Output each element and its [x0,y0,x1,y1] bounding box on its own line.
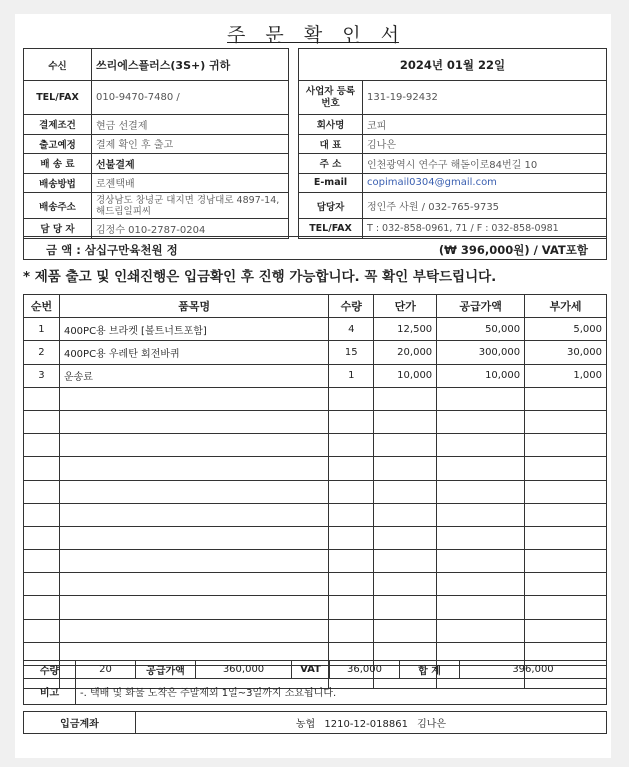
item-vat: 30,000 [525,341,607,364]
item-unit-price: 20,000 [374,341,437,364]
email-link[interactable]: copimail0304@gmail.com [363,173,607,193]
total-supply: 360,000 [196,661,292,679]
item-qty: 4 [329,318,374,341]
item-no: 2 [24,341,60,364]
supplier-tel-value: T : 032-858-0961, 71 / F : 032-858-0981 [363,219,607,239]
company-name-label: 회사명 [299,115,363,135]
table-row [24,318,607,341]
total-vat-label: VAT [292,661,330,679]
address-label: 주 소 [299,154,363,174]
address-value: 인천광역시 연수구 해돋이로84번길 10 [363,154,607,174]
ceo-value: 김나은 [363,134,607,154]
customer-info-table [23,48,289,239]
total-qty-label: 수량 [24,661,76,679]
item-supply: 300,000 [437,341,525,364]
item-qty: 15 [329,341,374,364]
shipping-address-value: 경상남도 창녕군 대지면 경남대로 4897-14, 해드림일피씨 [92,193,289,219]
col-unit-price: 단가 [374,295,437,318]
item-unit-price: 10,000 [374,364,437,387]
document-title: 주 문 확 인 서 [227,24,399,46]
ship-schedule-value: 결제 확인 후 출고 [92,134,289,154]
account-table [23,711,607,734]
item-vat: 5,000 [525,318,607,341]
item-name: 400PC용 브라켓 [볼트너트포함] [59,318,328,341]
order-confirmation-sheet [15,14,611,758]
item-supply: 10,000 [437,364,525,387]
supplier-tel-label: TEL/FAX [299,219,363,239]
email-label: E-mail [299,173,363,193]
total-vat: 36,000 [330,661,400,679]
item-vat: 1,000 [525,364,607,387]
shipping-address-label: 배송주소 [24,193,92,219]
col-item-name: 품목명 [59,295,328,318]
tel-fax-label: TEL/FAX [24,81,92,115]
item-name: 400PC용 우레탄 회전바퀴 [59,341,328,364]
company-name-value: 코피 [363,115,607,135]
remark-label: 비고 [24,679,76,705]
col-vat: 부가세 [525,295,607,318]
amount-box [23,236,607,260]
payment-terms-label: 결제조건 [24,115,92,135]
grand-total-label: 합 계 [400,661,460,679]
account-label: 입금계좌 [24,712,136,734]
order-date: 2024년 01월 22일 [299,49,607,81]
table-row-empty [24,619,607,642]
total-supply-label: 공급가액 [136,661,196,679]
amount-figure: (₩ 396,000원) / VAT포함 [438,243,588,257]
business-number-value: 131-19-92432 [363,81,607,115]
shipping-method-value: 로젠택배 [92,173,289,193]
shipping-fee-value: 선불결제 [92,154,289,174]
shipping-method-label: 배송방법 [24,173,92,193]
supplier-info-table [298,48,607,239]
account-text: 농협 1210-12-018861 김나은 [136,712,607,734]
item-no: 1 [24,318,60,341]
totals-table [23,660,607,705]
item-supply: 50,000 [437,318,525,341]
payment-terms-value: 현금 선결제 [92,115,289,135]
col-number: 순번 [24,295,60,318]
grand-total: 396,000 [460,661,607,679]
ship-schedule-label: 출고예정 [24,134,92,154]
table-row-empty [24,457,607,480]
table-row [24,364,607,387]
contact-person-label: 담 당 자 [24,219,92,239]
table-row-empty [24,480,607,503]
recipient-label: 수신 [24,49,92,81]
table-row-empty [24,434,607,457]
shipping-fee-label: 배 송 료 [24,154,92,174]
total-qty: 20 [76,661,136,679]
table-row-empty [24,596,607,619]
tel-fax-value: 010-9470-7480 / [92,81,289,115]
table-row-empty [24,503,607,526]
items-table [23,294,607,689]
table-row-empty [24,573,607,596]
table-row [24,341,607,364]
item-name: 운송료 [59,364,328,387]
item-no: 3 [24,364,60,387]
ceo-label: 대 표 [299,134,363,154]
table-row-empty [24,410,607,433]
manager-value: 정인주 사원 / 032-765-9735 [363,193,607,219]
col-quantity: 수량 [329,295,374,318]
table-row-empty [24,526,607,549]
item-qty: 1 [329,364,374,387]
contact-person-value: 김정수 010-2787-0204 [92,219,289,239]
item-unit-price: 12,500 [374,318,437,341]
table-row-empty [24,550,607,573]
col-supply-amount: 공급가액 [437,295,525,318]
table-row-empty [24,387,607,410]
payment-notice: * 제품 출고 및 인쇄진행은 입금확인 후 진행 가능합니다. 꼭 확인 부탁드립니다. [23,269,497,285]
business-number-label: 사업자 등록번호 [299,81,363,115]
manager-label: 담당자 [299,193,363,219]
remark-text: -. 택배 및 화물 도착은 주말제외 1일~3일까지 소요됩니다. [76,679,607,705]
recipient-value: 쓰리에스플러스(3S+) 귀하 [92,49,289,81]
amount-words: 금 액 : 삼십구만육천원 정 [46,243,178,257]
